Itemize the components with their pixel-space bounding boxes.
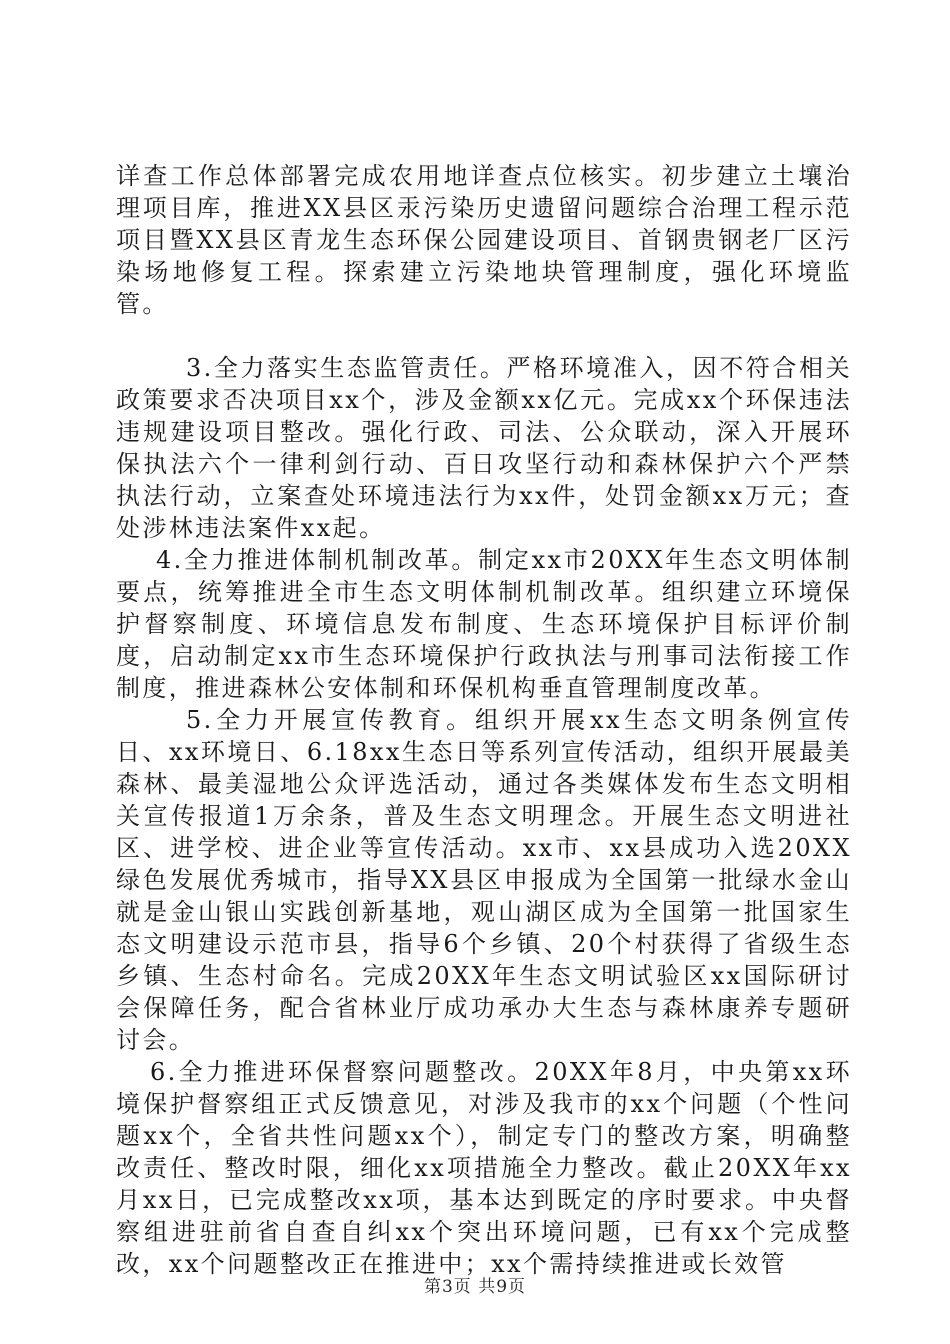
paragraph-item-5: 5.全力开展宣传教育。组织开展xx生态文明条例宣传日、xx环境日、6.18xx生态日等系列宣传活动，组织开展最美森林、最美湿地公众评选活动，通过各类媒体发布生态文明相关宣传报道1万余条，普及生态文明理念。开展生态文明进社区、进学校、进企业等宣传活动。xx市、xx县成功入选20XX绿色发展优秀城市，指导XX县区申报成为全国第一批绿水金山就是金山银山实践创新基地，观山湖区成为全国第一批国家生态文明建设示范市县，指导6个乡镇、20个村获得了省级生态乡镇、生态村命名。完成20XX年生态文明试验区xx国际研讨会保障任务，配合省林业厅成功承办大生态与森林康养专题研讨会。 [116, 706, 852, 1054]
paragraph-item-3: 3.全力落实生态监管责任。严格环境准入，因不符合相关政策要求否决项目xx个，涉及金额xx亿元。完成xx个环保违法违规建设项目整改。强化行政、司法、公众联动，深入开展环保执法六个一律利剑行动、百日攻坚行动和森林保护六个严禁执法行动，立案查处环境违法行为xx件，处罚金额xx万元；查处涉林违法案件xx起。 [116, 354, 852, 542]
paragraph-item-4: 4.全力推进体制机制改革。制定xx市20XX年生态文明体制要点，统筹推进全市生态文明体制机制改革。组织建立环境保护督察制度、环境信息发布制度、生态环境保护目标评价制度，启动制定xx市生态环境保护行政执法与刑事司法衔接工作制度，推进森林公安体制和环保机构垂直管理制度改革。 [116, 546, 852, 702]
paragraph-continuation: 详查工作总体部署完成农用地详查点位核实。初步建立土壤治理项目库，推进XX县区汞污染历史遗留问题综合治理工程示范项目暨XX县区青龙生态环保公园建设项目、首钢贵钢老厂区污染场地修复工程。探索建立污染地块管理制度，强化环境监管。 [116, 162, 852, 318]
paragraph-item-6: 6.全力推进环保督察问题整改。20XX年8月，中央第xx环境保护督察组正式反馈意见，对涉及我市的xx个问题（个性问题xx个，全省共性问题xx个），制定专门的整改方案，明确整改责任、整改时限，细化xx项措施全力整改。截止20XX年xx月xx日，已完成整改xx项，基本达到既定的序时要求。中央督察组进驻前省自查自纠xx个突出环境问题，已有xx个完成整改，xx个问题整改正在推进中；xx个需持续推进或长效管 [116, 1058, 852, 1278]
document-body [116, 160, 852, 1280]
page-number-footer: 第3页 共9页 [423, 1277, 527, 1297]
